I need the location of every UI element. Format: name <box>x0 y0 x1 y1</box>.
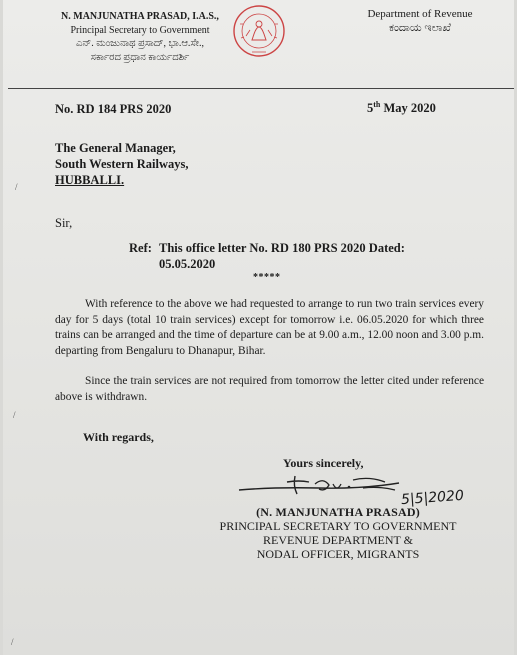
reference-block <box>129 240 419 272</box>
sender-name-kannada: ಎನ್. ಮಂಜುನಾಥ ಪ್ರಸಾದ್, ಭಾ.ಆ.ಸೇ., <box>75 38 205 49</box>
signatory-name: (N. MANJUNATHA PRASAD) <box>256 505 420 519</box>
reference-text: This office letter No. RD 180 PRS 2020 Dated: <box>159 241 405 255</box>
sender-name: N. MANJUNATHA PRASAD, I.A.S., <box>61 11 219 22</box>
body-paragraph-2: Since the train services are not required from tomorrow the letter cited under reference above is withdrawn. <box>55 375 484 403</box>
letter-number: No. RD 184 PRS 2020 <box>55 102 172 116</box>
department-header <box>355 7 485 35</box>
handwritten-signature <box>235 470 403 498</box>
date-suffix: th <box>373 100 381 109</box>
letter-date <box>367 100 436 116</box>
recipient-line-1: The General Manager, <box>55 141 176 155</box>
signature-date: 5|5|2020 <box>400 487 465 509</box>
margin-mark: / <box>13 410 16 420</box>
body-paragraph-1: With reference to the above we had requested to arrange to run two train services every day for 5 days (total 10 train services) except for tomorrow i.e. 06.05.2020 for which three trains can be arranged and the time of departure can be at 9.00 a.m., 12.00 noon and 3.00 p.m. departing from Bengaluru to Dhanapur, Bihar. <box>55 298 484 357</box>
department-name: Department of Revenue <box>367 8 473 20</box>
date-day: 5 <box>367 101 374 116</box>
recipient-address <box>55 140 188 188</box>
department-name-kannada: ಕಂದಾಯ ಇಲಾಖೆ <box>389 22 451 34</box>
margin-mark: / <box>11 637 14 647</box>
separator-stars: ***** <box>253 272 281 283</box>
sender-header <box>40 10 240 64</box>
recipient-line-3: HUBBALLI. <box>55 173 125 187</box>
recipient-line-2: South Western Railways, <box>55 157 189 171</box>
sender-title: Principal Secretary to Government <box>70 24 210 36</box>
sign-off: Yours sincerely, <box>283 456 364 470</box>
signatory-role: NODAL OFFICER, MIGRANTS <box>256 547 420 561</box>
letter-sheet <box>3 0 514 655</box>
sender-title-kannada: ಸರ್ಕಾರದ ಪ್ರಧಾನ ಕಾರ್ಯದರ್ಶಿ <box>90 51 190 63</box>
signatory-block <box>173 505 503 561</box>
signatory-department: REVENUE DEPARTMENT & <box>263 533 413 547</box>
karnataka-emblem-icon <box>232 4 286 58</box>
margin-mark: / <box>15 182 18 192</box>
signatory-title: PRINCIPAL SECRETARY TO GOVERNMENT <box>219 519 457 533</box>
reference-label: Ref: <box>129 241 152 255</box>
salutation: Sir, <box>55 216 73 230</box>
reference-date: 05.05.2020 <box>159 257 216 271</box>
date-month-year: May 2020 <box>383 101 436 116</box>
header-divider <box>8 88 514 89</box>
closing: With regards, <box>83 430 154 444</box>
